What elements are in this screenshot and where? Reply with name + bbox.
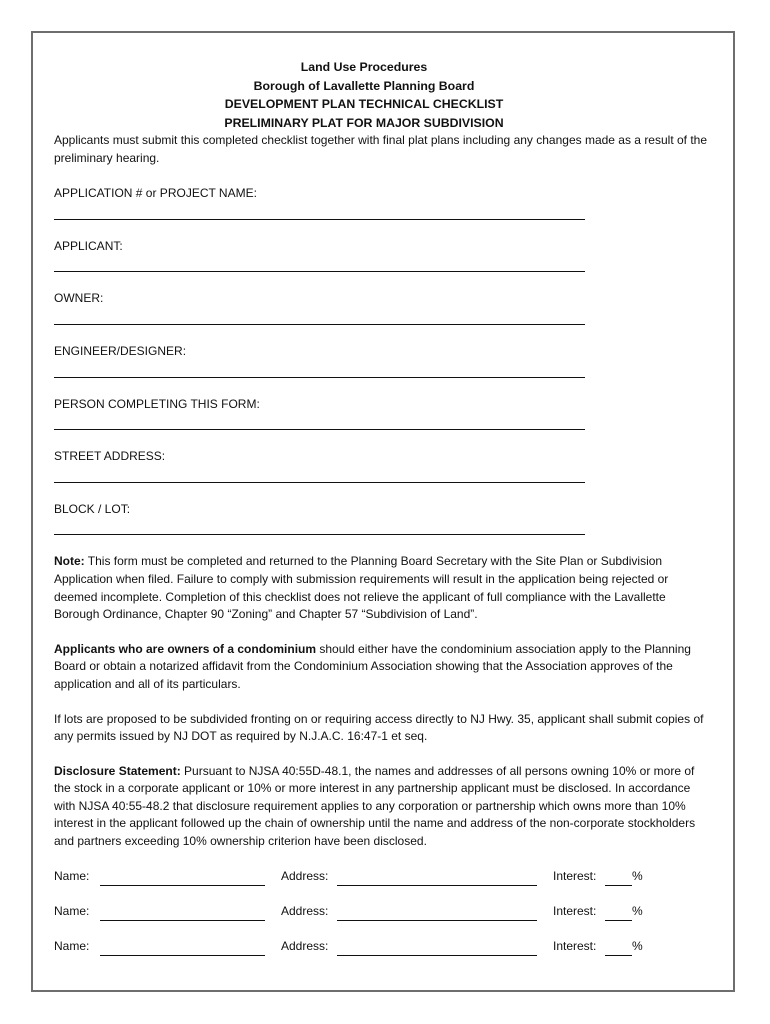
ownership-row (54, 868, 714, 886)
field-person-completing (54, 396, 714, 431)
applicant-input-line[interactable] (54, 255, 585, 272)
header-line-1: Land Use Procedures (300, 60, 428, 74)
field-engineer (54, 343, 714, 378)
condo-paragraph (54, 641, 714, 694)
disclosure-text: Pursuant to NJSA 40:55D-48.1, the names and addresses of all persons owning 10% or more of the stock in a corporate applicant or 10% or more interest in any partnership applicant must be disclosed. In accordance with NJSA 40:55-48.2 that disclosure requirement applies to any corporation or partnership which owns more than 10% interest in the applicant followed up the chain of ownership until the name and address of the non-corporate stockholders and partners exceeding 10% ownership criterion have been disclosed. (54, 763, 696, 849)
interest-label: Interest: (553, 869, 597, 884)
hwy-paragraph: If lots are proposed to be subdivided fronting on or requiring access directly to NJ Hwy. 35, applicant shall submit copies of any permits issued by NJ DOT as required by N.J.A.C. 16:47-1 et seq. (54, 711, 704, 744)
name-label: Name: (54, 939, 90, 954)
ownership-row (54, 938, 714, 956)
document-header (54, 58, 674, 132)
address-input-line[interactable] (337, 942, 537, 956)
field-street-address (54, 448, 714, 483)
field-application (54, 185, 714, 220)
address-label: Address: (281, 939, 329, 954)
application-input-line[interactable] (54, 203, 585, 220)
condo-label: Applicants who are owners of a condominium (54, 641, 317, 656)
address-label: Address: (281, 904, 329, 919)
ownership-rows (54, 868, 714, 956)
name-label: Name: (54, 904, 90, 919)
interest-label: Interest: (553, 904, 597, 919)
name-label: Name: (54, 869, 90, 884)
engineer-label: ENGINEER/DESIGNER: (54, 343, 187, 358)
owner-label: OWNER: (54, 291, 104, 306)
applicant-label: APPLICANT: (54, 238, 123, 253)
person-completing-input-line[interactable] (54, 413, 585, 430)
name-input-line[interactable] (100, 872, 265, 886)
field-block-lot (54, 501, 714, 536)
person-completing-label: PERSON COMPLETING THIS FORM: (54, 396, 260, 411)
interest-input-line[interactable] (605, 907, 632, 921)
owner-input-line[interactable] (54, 308, 585, 325)
block-lot-input-line[interactable] (54, 518, 585, 535)
disclosure-label: Disclosure Statement: (54, 763, 181, 778)
name-input-line[interactable] (100, 907, 265, 921)
interest-input-line[interactable] (605, 872, 632, 886)
field-owner (54, 290, 714, 325)
interest-label: Interest: (553, 939, 597, 954)
form-content (54, 58, 714, 956)
intro-text: Applicants must submit this completed checklist together with final plat plans including any changes made as a result of the preliminary hearing. (54, 133, 708, 165)
street-address-label: STREET ADDRESS: (54, 449, 166, 464)
block-lot-label: BLOCK / LOT: (54, 501, 131, 516)
address-label: Address: (281, 869, 329, 884)
engineer-input-line[interactable] (54, 361, 585, 378)
percent-sign: % (632, 869, 643, 884)
application-label: APPLICATION # or PROJECT NAME: (54, 186, 257, 201)
interest-input-line[interactable] (605, 942, 632, 956)
note-label: Note: (54, 554, 85, 569)
condo-text: should either have the condominium association apply to the Planning Board or obtain a notarized affidavit from the Condominium Association showing that the Association approves of the application and all of its particulars. (54, 641, 691, 691)
note-text: This form must be completed and returned to the Planning Board Secretary with the Site Plan or Subdivision Application when filed. Failure to comply with submission requirements will result in the application being rejected or deemed incomplete. Completion of this checklist does not relieve the applicant of full compliance with the Lavallette Borough Ordinance, Chapter 90 “Zoning” and Chapter 57 “Subdivision of Land”. (54, 554, 669, 622)
ownership-row (54, 903, 714, 921)
address-input-line[interactable] (337, 907, 537, 921)
address-input-line[interactable] (337, 872, 537, 886)
header-line-2: Borough of Lavallette Planning Board (253, 78, 475, 93)
percent-sign: % (632, 939, 643, 954)
header-line-4: PRELIMINARY PLAT FOR MAJOR SUBDIVISION (224, 115, 504, 130)
percent-sign: % (632, 904, 643, 919)
name-input-line[interactable] (100, 942, 265, 956)
note-paragraph (54, 553, 714, 623)
street-address-input-line[interactable] (54, 466, 585, 483)
field-applicant (54, 238, 714, 273)
header-line-3: DEVELOPMENT PLAN TECHNICAL CHECKLIST (224, 97, 504, 111)
disclosure-paragraph (54, 763, 714, 851)
